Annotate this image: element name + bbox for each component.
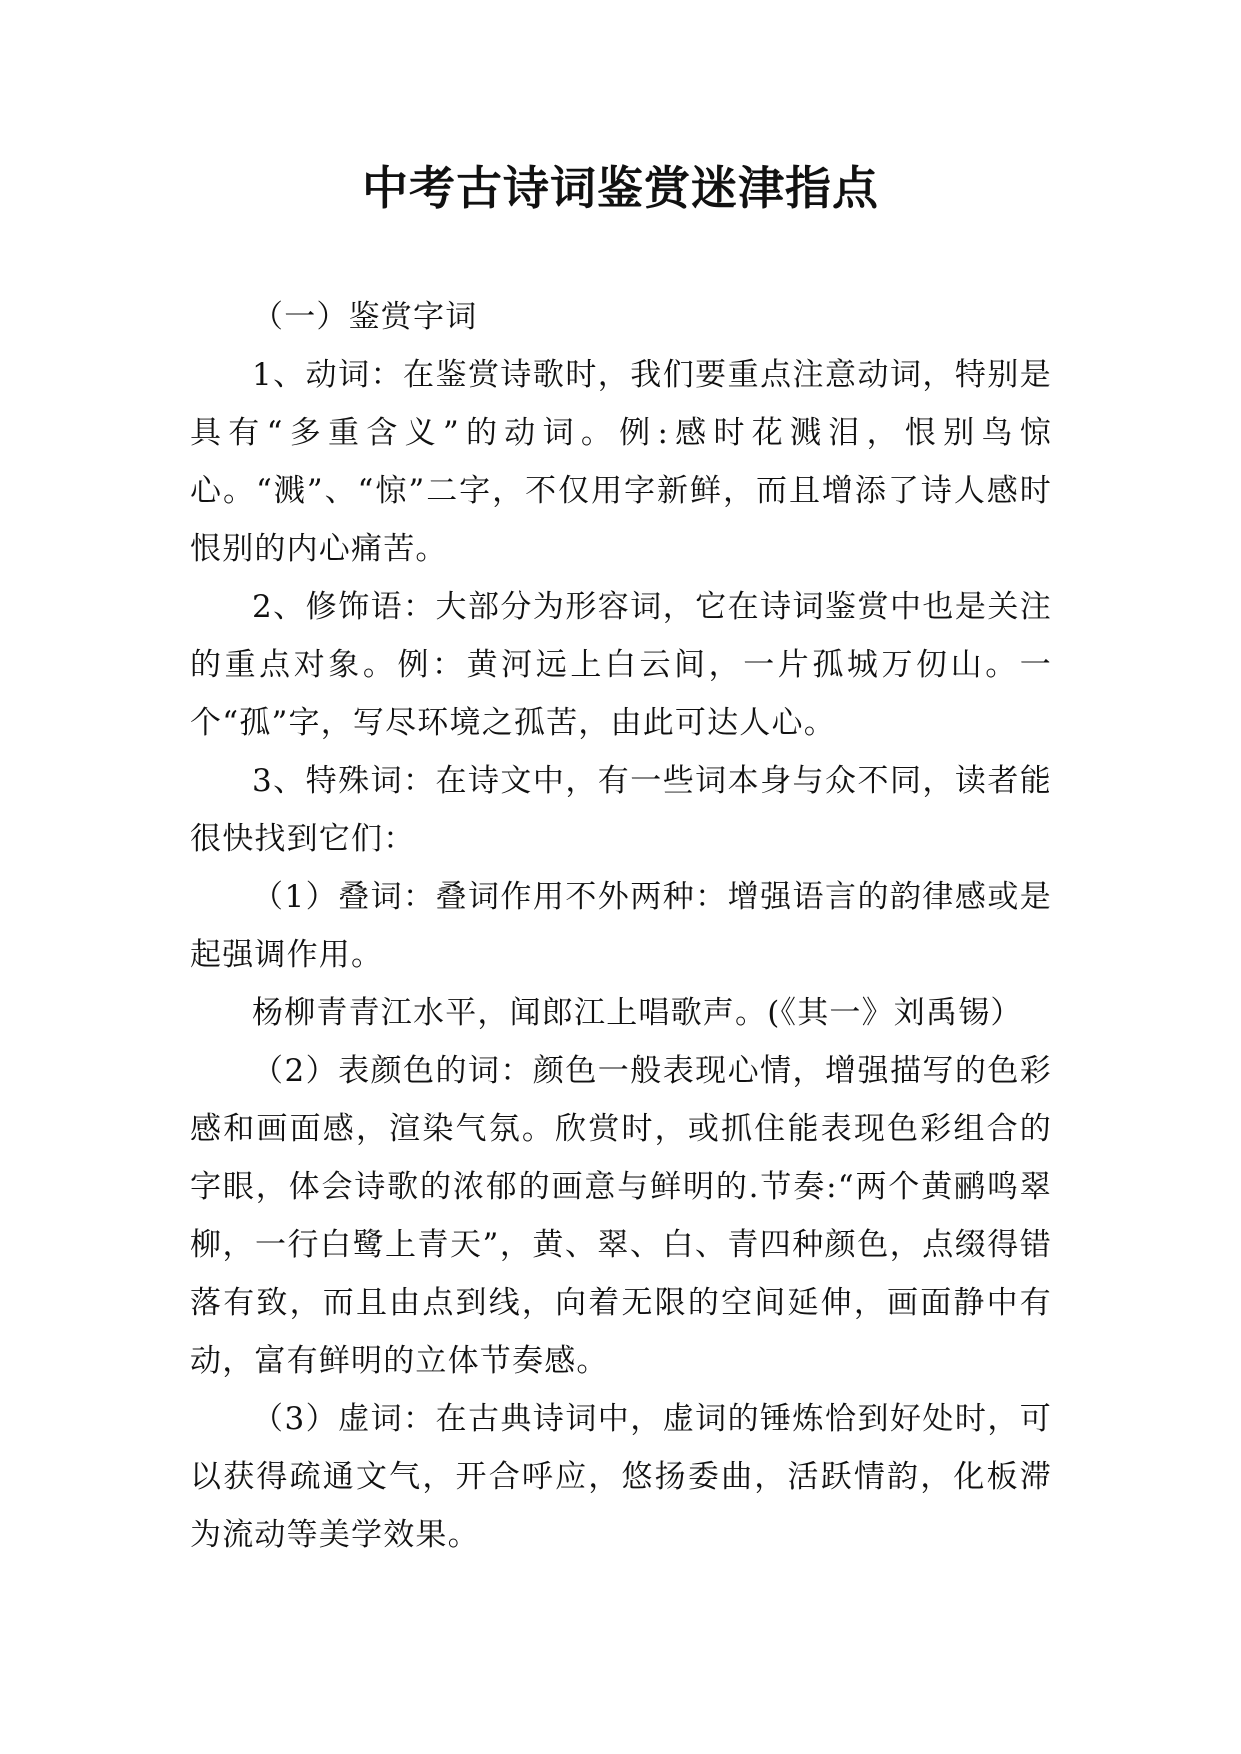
- paragraph-modifiers: 2、修饰语：大部分为形容词，它在诗词鉴赏中也是关注的重点对象。例：黄河远上白云间，一片孤城万仞山。一个“孤”字，写尽环境之孤苦，由此可达人心。: [190, 589, 1052, 741]
- document-body: [190, 288, 1052, 1564]
- paragraph-verbs: 1、动词：在鉴赏诗歌时，我们要重点注意动词，特别是具有“多重含义”的动词。例:感时花溅泪，恨别鸟惊心。“溅”、“惊”二字，不仅用字新鲜，而且增添了诗人感时恨别的内心痛苦。: [190, 357, 1052, 567]
- paragraph-poem-example: 杨柳青青江水平，闻郎江上唱歌声。(《其一》刘禹锡）: [252, 995, 1023, 1031]
- paragraph-special-words: 3、特殊词：在诗文中，有一些词本身与众不同，读者能很快找到它们：: [190, 763, 1052, 857]
- paragraph-color-words: （2）表颜色的词：颜色一般表现心情，增强描写的色彩感和画面感，渲染气氛。欣赏时，或抓住能表现色彩组合的字眼，体会诗歌的浓郁的画意与鲜明的.节奏:“两个黄鹂鸣翠柳，一行白鹭上青天”，黄、翠、白、青四种颜色，点缀得错落有致，而且由点到线，向着无限的空间延伸，画面静中有动，富有鲜明的立体节奏感。: [190, 1053, 1052, 1379]
- section-heading: （一）鉴赏字词: [252, 299, 478, 335]
- document-title: 中考古诗词鉴赏迷津指点: [362, 161, 879, 215]
- paragraph-reduplicated-words: （1）叠词：叠词作用不外两种：增强语言的韵律感或是起强调作用。: [190, 879, 1052, 973]
- paragraph-function-words: （3）虚词：在古典诗词中，虚词的锤炼恰到好处时，可以获得疏通文气，开合呼应，悠扬委曲，活跃情韵，化板滞为流动等美学效果。: [190, 1401, 1052, 1553]
